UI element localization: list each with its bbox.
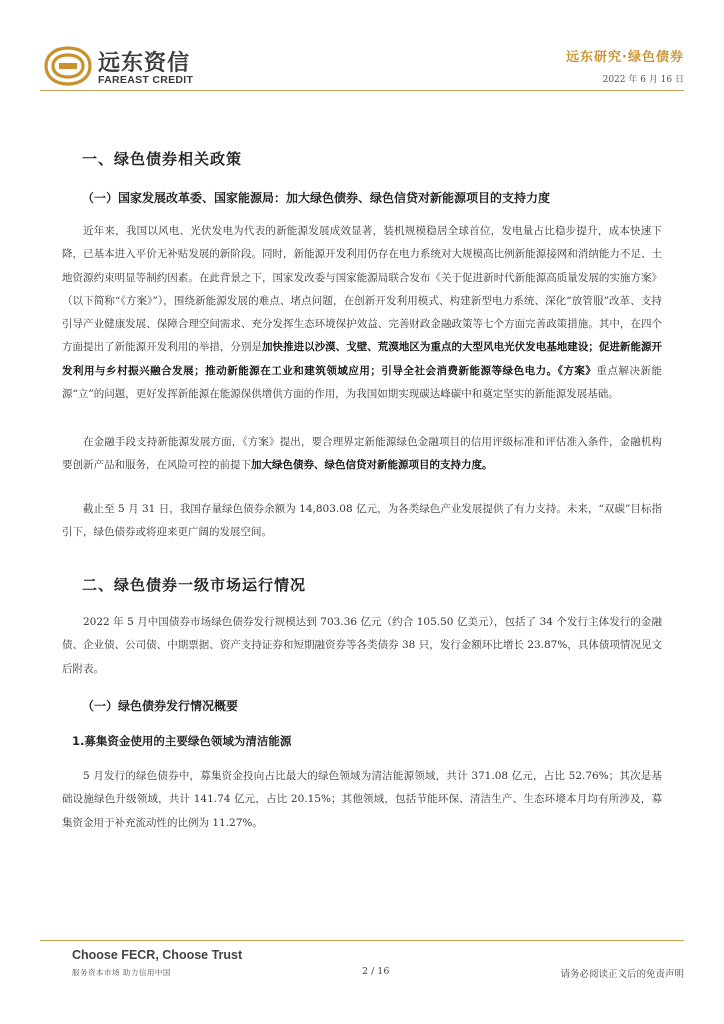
section-2-title: 二、绿色债券一级市场运行情况	[82, 576, 307, 594]
section-2-subtitle-1: （一）绿色债券发行情况概要	[82, 699, 239, 713]
section-2-subtitle-1-1: 1.募集资金使用的主要绿色领域为清洁能源	[72, 734, 292, 748]
paragraph-financial-support: 在金融手段支持新能源发展方面，《方案》提出，要合理界定新能源绿色金融项目的信用评级标准和评估准入条件，金融机构要创新产品和服务，在风险可控的前提下加大绿色债券、绿色信贷对新能源项目的支持力度。	[62, 436, 662, 472]
footer-divider	[40, 940, 684, 941]
section-1-title: 一、绿色债券相关政策	[82, 150, 243, 168]
logo-english-name: FAREAST CREDIT	[98, 74, 194, 86]
logo-chinese-name: 远东资信	[98, 51, 191, 76]
paragraph-outstanding-balance: 截止至 5 月 31 日，我国存量绿色债券余额为 14,803.08 亿元，为各类绿色产业发展提供了有力支持。未来，“双碳”目标指引下，绿色债券或将迎来更广阔的发展空间。	[62, 503, 662, 539]
header-divider	[40, 90, 684, 91]
header-date: 2022 年 6 月 16 日	[602, 75, 684, 85]
footer-slogan-cn: 服务资本市场 助力信用中国	[72, 968, 171, 977]
paragraph-green-fields: 5 月发行的绿色债券中，募集资金投向占比最大的绿色领域为清洁能源领域，共计 371.08 亿元，占比 52.76%；其次是基础设施绿色升级领域，共计 141.74 亿元，占比 20.15%；其他领域，包括节能环保、清洁生产、生态环境本月均有所涉及，募集资金用于补充流动性的比例为 11.27%。	[62, 770, 662, 829]
paragraph-policy-overview: 近年来，我国以风电、光伏发电为代表的新能源发展成效显著，装机规模稳居全球首位，发电量占比稳步提升，成本快速下降，已基本进入平价无补贴发展的新阶段。同时，新能源开发利用仍存在电力系统对大规模高比例新能源接网和消纳能力不足、土地资源约束明显等制约因素。在此背景之下，国家发改委与国家能源局联合发布《关于促进新时代新能源高质量发展的实施方案》（以下简称“《方案》”），围绕新能源发展的难点、堵点问题，在创新开发利用模式、构建新型电力系统、深化“放管服”改革、支持引导产业健康发展、保障合理空间需求、充分发挥生态环境保护效益、完善财政金融政策等七个方面完善政策措施。其中，在四个方面提出了新能源开发利用的举措，分别是加快推进以沙漠、戈壁、荒漠地区为重点的大型风电光伏发电基地建设；促进新能源开发利用与乡村振兴融合发展；推动新能源在工业和建筑领域应用；引导全社会消费新能源等绿色电力。《方案》重点解决新能源“立”的问题，更好发挥新能源在能源保供增供方面的作用，为我国如期实现碳达峰碳中和奠定坚实的新能源发展基础。	[62, 225, 663, 401]
page-header	[0, 0, 724, 110]
paragraph-market-issuance: 2022 年 5 月中国债券市场绿色债券发行规模达到 703.36 亿元（约合 105.50 亿美元），包括了 34 个发行主体发行的金融债、企业债、公司债、中期票据、资产支持证券和短期融资券等各类债券 38 只，发行金额环比增长 23.87%，具体债项情况见文后附表。	[62, 616, 662, 675]
footer-slogan-en: Choose FECR, Choose Trust	[72, 948, 243, 962]
footer-disclaimer: 请务必阅读正文后的免责声明	[560, 969, 684, 980]
section-1-subtitle-1: （一）国家发展改革委、国家能源局：加大绿色债券、绿色信贷对新能源项目的支持力度	[82, 191, 551, 205]
page-number: 2 / 16	[362, 966, 390, 977]
fareast-logo-icon	[42, 44, 94, 88]
header-section-title: 远东研究·绿色债券	[566, 50, 684, 65]
